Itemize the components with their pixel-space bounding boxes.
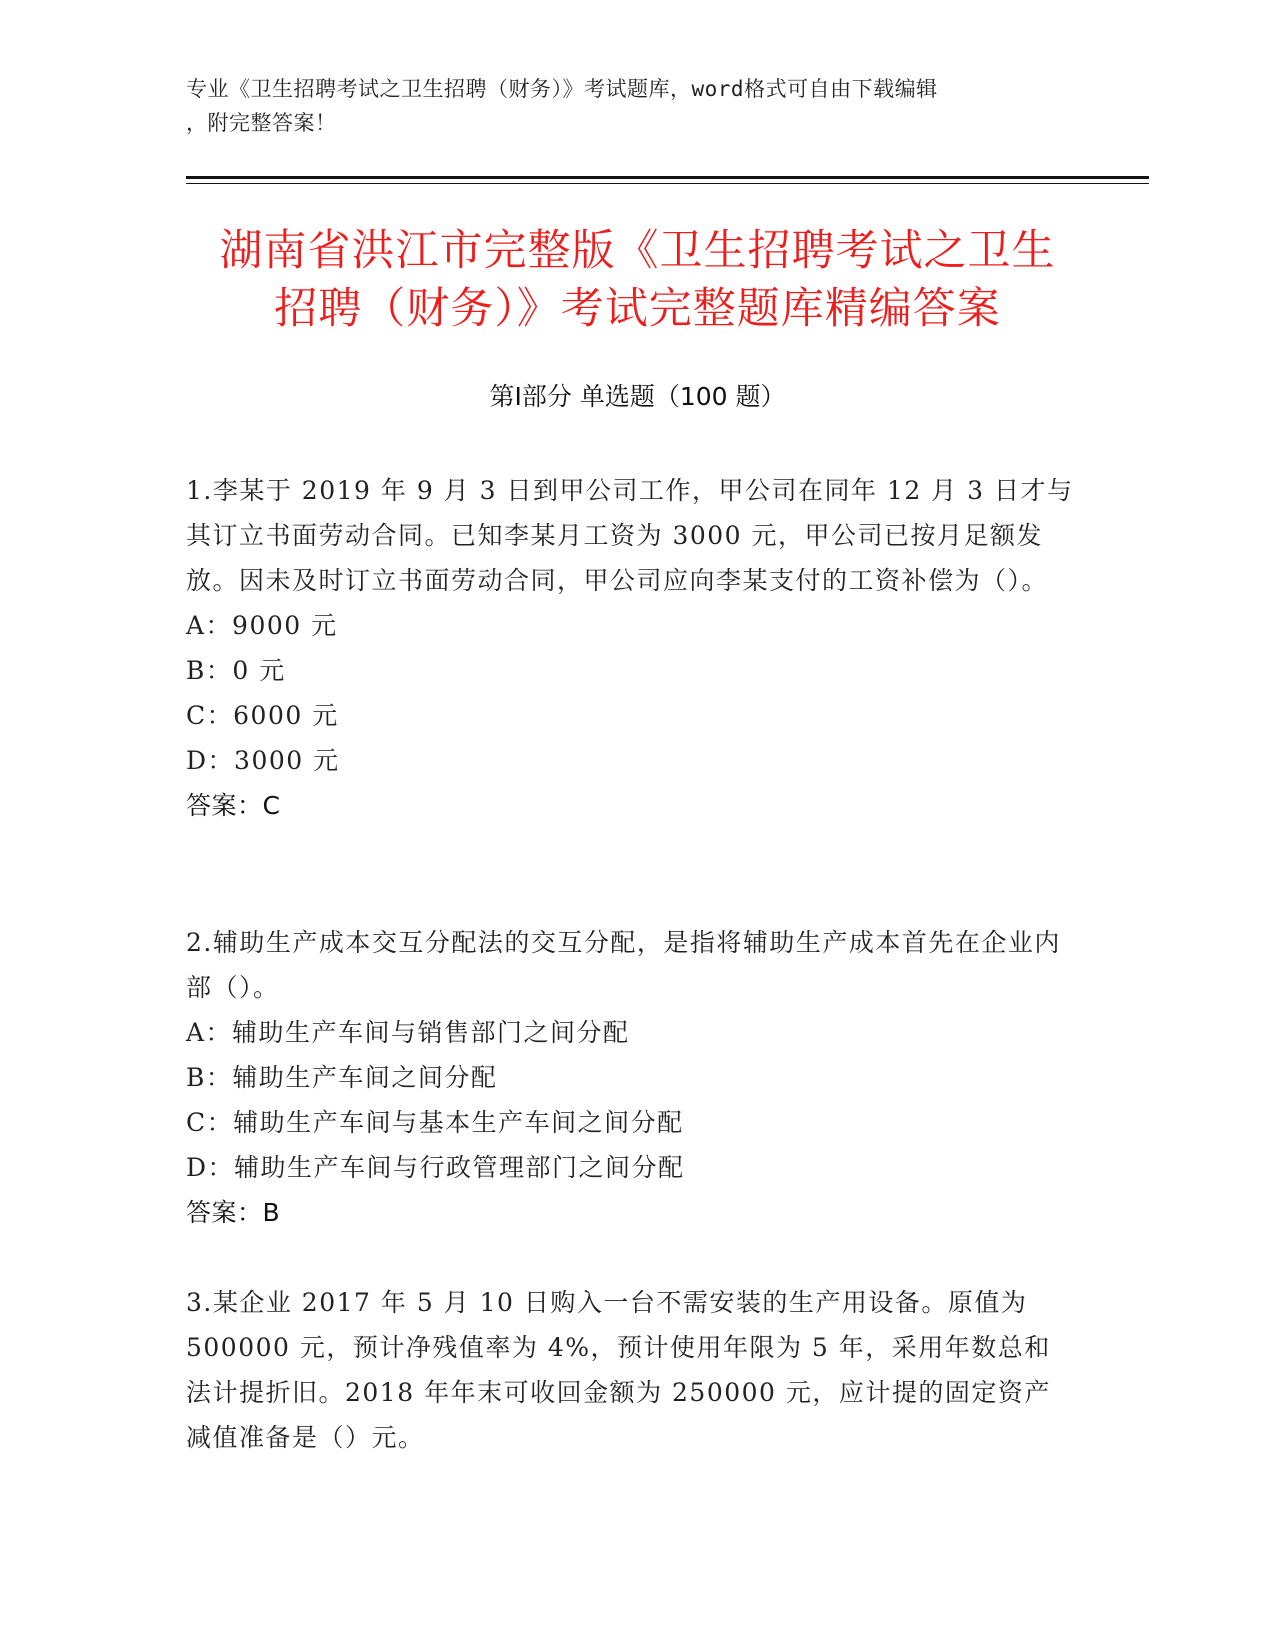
header-note — [186, 72, 1066, 140]
section-title: 第Ⅰ部分 单选题（100 题） — [489, 382, 786, 411]
header-divider-thick — [186, 176, 1149, 179]
header-note-line-1: 专业《卫生招聘考试之卫生招聘（财务）》考试题库，word格式可自由下载编辑 — [186, 77, 938, 101]
document-title-line-1: 湖南省洪江市完整版《卫生招聘考试之卫生 — [219, 226, 1056, 276]
option-d: D：辅助生产车间与行政管理部门之间分配 — [186, 1153, 685, 1182]
option-c: C：辅助生产车间与基本生产车间之间分配 — [186, 1108, 684, 1137]
option-b: B：0 元 — [186, 656, 286, 685]
option-c: C：6000 元 — [186, 701, 339, 730]
header-note-line-2: ，附完整答案！ — [186, 111, 337, 135]
question-2 — [186, 920, 1076, 1235]
document-title-line-2: 招聘（财务）》考试完整题库精编答案 — [274, 284, 1001, 334]
question-stem: 1.李某于 2019 年 9 月 3 日到甲公司工作，甲公司在同年 12 月 3 日才与其订立书面劳动合同。已知李某月工资为 3000 元，甲公司已按月足额发放。因未及时订立书面劳动合同，甲公司应向李某支付的工资补偿为（）。 — [186, 476, 1074, 595]
header-divider-thin — [186, 183, 1149, 184]
option-a: A：9000 元 — [186, 611, 338, 640]
question-1 — [186, 468, 1076, 828]
question-3 — [186, 1280, 1076, 1460]
option-a: A：辅助生产车间与销售部门之间分配 — [186, 1018, 630, 1047]
answer: 答案：B — [186, 1198, 281, 1227]
option-d: D：3000 元 — [186, 746, 340, 775]
question-stem: 3.某企业 2017 年 5 月 10 日购入一台不需安装的生产用设备。原值为 500000 元，预计净残值率为 4%，预计使用年限为 5 年，采用年数总和法计提折旧。2018 年年末可收回金额为 250000 元，应计提的固定资产减值准备是（）元。 — [186, 1288, 1051, 1452]
answer: 答案：C — [186, 791, 281, 820]
question-stem: 2.辅助生产成本交互分配法的交互分配，是指将辅助生产成本首先在企业内部（）。 — [186, 928, 1061, 1002]
document-title — [150, 222, 1125, 338]
option-b: B：辅助生产车间之间分配 — [186, 1063, 498, 1092]
